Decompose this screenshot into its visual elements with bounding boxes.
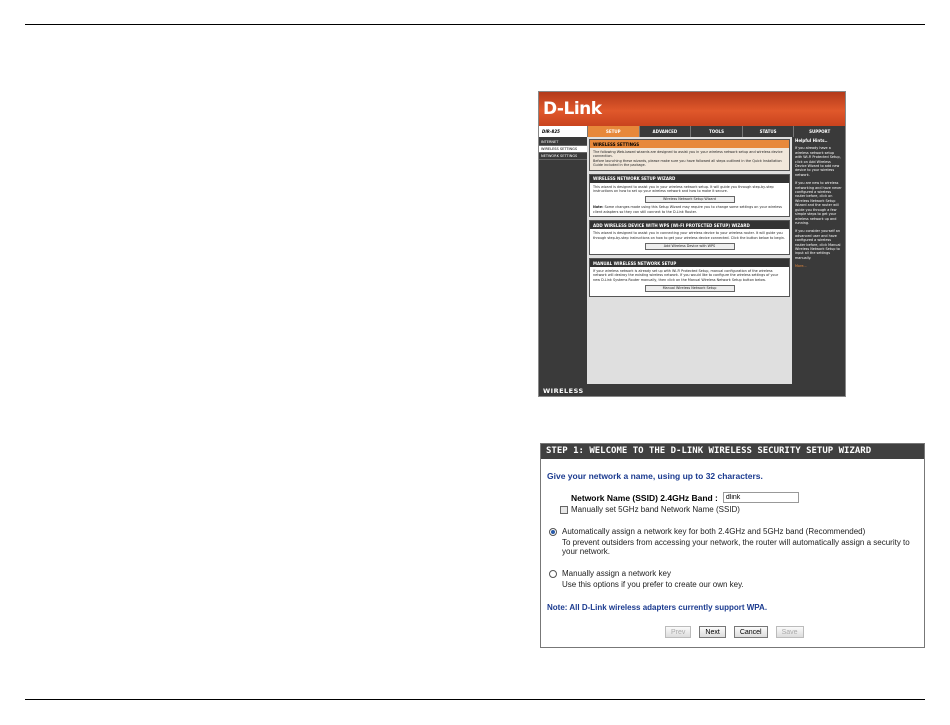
dlink-logo: D-Link: [543, 99, 602, 119]
ssid-input[interactable]: [723, 492, 799, 503]
tab-advanced[interactable]: ADVANCED: [639, 126, 691, 137]
manual-key-label: Manually assign a network key: [562, 569, 671, 578]
left-nav-wireless-settings[interactable]: WIRELESS SETTINGS: [539, 146, 587, 153]
add-wps-device-button[interactable]: Add Wireless Device with WPS: [645, 243, 735, 250]
tab-support[interactable]: SUPPORT: [793, 126, 845, 137]
panel-text: Before launching these wizards, please make sure you have followed all steps outlined in the Quick Installation Guide included in the package.: [593, 158, 782, 168]
footer-bar: WIRELESS: [539, 384, 845, 397]
tab-status[interactable]: STATUS: [742, 126, 794, 137]
content-area: [587, 137, 792, 384]
ssid-label: Network Name (SSID) 2.4GHz Band :: [571, 492, 718, 503]
more-link[interactable]: More...: [795, 264, 807, 269]
help-title: Helpful Hints..: [795, 138, 828, 143]
left-nav-internet[interactable]: INTERNET: [539, 139, 587, 146]
banner: [539, 92, 845, 126]
wizard-buttons: [665, 626, 804, 638]
manual-key-desc: Use this options if you prefer to create our own key.: [562, 580, 744, 589]
left-nav: [539, 137, 587, 384]
panel-text: If your wireless network is already set up with Wi-Fi Protected Setup, manual configuration of the wireless network will destroy the existing wireless network. If you would like to configure the wireless settings of your new D-Link Systems Router manually, then click on the Manual Wireless Network Setup button below.: [593, 269, 779, 282]
wireless-setup-wizard-button[interactable]: Wireless Network Setup Wizard: [645, 196, 735, 203]
tab-tools[interactable]: TOOLS: [690, 126, 742, 137]
wizard-intro: Give your network a name, using up to 32 characters.: [547, 471, 763, 481]
router-admin-screenshot: [538, 91, 846, 397]
manual-setup-panel: [589, 258, 790, 297]
tab-setup[interactable]: SETUP: [587, 126, 639, 137]
help-text: If you consider yourself an advanced user and have configured a wireless router before, click Manual Wireless Network Setup to input all the settings manually.: [795, 229, 841, 260]
panel-text: The following Web-based wizards are designed to assist you in your wireless network setup and wireless device connection.: [593, 150, 783, 159]
help-text: If you already have a wireless network setup with Wi-Fi Protected Setup, click on Add Wireless Device Wizard to add new device to your wireless network.: [795, 146, 841, 177]
panel-title: WIRELESS NETWORK SETUP WIZARD: [590, 175, 789, 183]
top-rule: [25, 24, 925, 25]
panel-text: This wizard is designed to assist you in connecting your wireless device to your wireless router. It will guide you through step-by-step instructions on how to get your wireless device connected. Click the button below to begin.: [593, 231, 785, 240]
manual-key-option: [549, 569, 914, 589]
panel-note: Some changes made using this Setup Wizard may require you to change some settings on your wireless client adapters so they can still connect to the D-Link Router.: [593, 205, 782, 214]
wizard-header: STEP 1: WELCOME TO THE D-LINK WIRELESS SECURITY SETUP WIZARD: [541, 444, 924, 459]
manual-setup-button[interactable]: Manual Wireless Network Setup: [645, 285, 735, 292]
cancel-button[interactable]: Cancel: [734, 626, 768, 638]
bottom-rule: [25, 699, 925, 700]
panel-text: This wizard is designed to assist you in your wireless network setup. It will guide you through step-by-step instructions on how to set up your wireless network and how to make it secure.: [593, 184, 774, 194]
left-nav-network-settings[interactable]: NETWORK SETTINGS: [539, 153, 587, 160]
save-button[interactable]: Save: [776, 626, 804, 638]
auto-key-radio[interactable]: [549, 528, 557, 536]
auto-key-desc: To prevent outsiders from accessing your network, the router will automatically assign a security to your network.: [562, 538, 910, 556]
note-label: Note:: [593, 205, 604, 210]
panel-title: WIRELESS SETTINGS: [590, 140, 789, 148]
helpful-hints: [792, 137, 845, 384]
setup-wizard-panel: [589, 174, 790, 218]
wps-panel: [589, 220, 790, 255]
next-button[interactable]: Next: [699, 626, 725, 638]
help-text: If you are new to wireless networking and have never configured a wireless router before, click on Wireless Network Setup Wizard and the router will guide you through a few simple steps to get your wireless network up and running.: [795, 181, 842, 225]
manual-5ghz-checkbox[interactable]: [560, 506, 568, 514]
wireless-settings-panel: [589, 139, 790, 171]
auto-key-option: [549, 527, 914, 556]
prev-button[interactable]: Prev: [665, 626, 691, 638]
model-label: DIR-825: [539, 126, 587, 137]
panel-title: MANUAL WIRELESS NETWORK SETUP: [590, 259, 789, 267]
wpa-note: Note: All D-Link wireless adapters currently support WPA.: [547, 603, 768, 612]
top-nav: [539, 126, 845, 137]
manual-5ghz-label: Manually set 5GHz band Network Name (SSID): [571, 505, 740, 514]
panel-title: ADD WIRELESS DEVICE WITH WPS (WI-FI PROTECTED SETUP) WIZARD: [590, 221, 789, 229]
manual-5ghz-row: [560, 505, 740, 514]
ssid-row: [571, 492, 799, 503]
manual-key-radio[interactable]: [549, 570, 557, 578]
security-wizard-screenshot: [540, 443, 925, 648]
auto-key-label: Automatically assign a network key for both 2.4GHz and 5GHz band (Recommended): [562, 527, 866, 536]
